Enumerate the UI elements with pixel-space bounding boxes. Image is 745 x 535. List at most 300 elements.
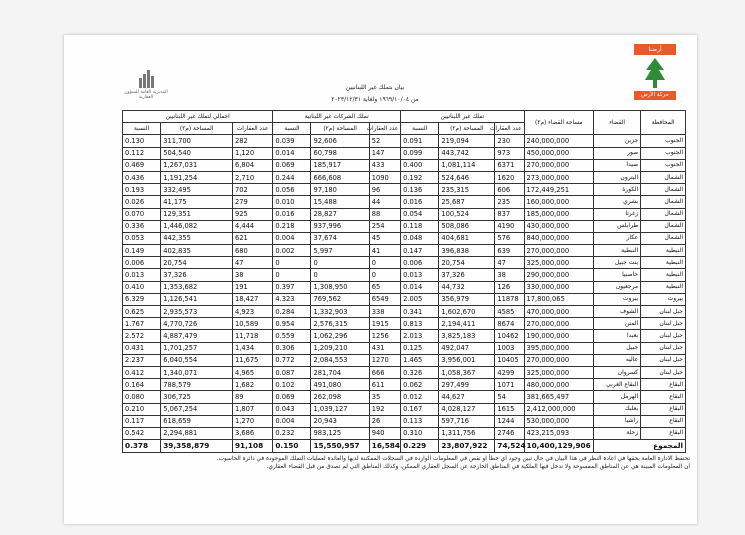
district-area-cell: 423,215,093 bbox=[524, 427, 594, 439]
individual-area-cell: 443,742 bbox=[439, 147, 495, 159]
table-row bbox=[123, 208, 686, 220]
governorate-cell: النبطية bbox=[641, 269, 686, 281]
company-ratio-cell: 0.004 bbox=[273, 232, 311, 244]
district-cell: حاصبيا bbox=[594, 269, 641, 281]
governorate-cell: الجنوب bbox=[641, 159, 686, 171]
individual-properties-cell: 8674 bbox=[495, 318, 524, 330]
total-ratio-cell: 0.412 bbox=[123, 366, 161, 378]
individual-ratio-cell: 0.014 bbox=[401, 281, 439, 293]
governorate-cell: جبل لبنان bbox=[641, 354, 686, 366]
total-ratio-cell: 2.572 bbox=[123, 330, 161, 342]
individual-area-cell: 492,047 bbox=[439, 342, 495, 354]
individual-ratio-cell: 0.167 bbox=[401, 403, 439, 415]
company-ratio-cell: 0.002 bbox=[273, 245, 311, 257]
table-row bbox=[123, 342, 686, 354]
ardna-logo bbox=[628, 44, 682, 102]
total-properties-cell: 89 bbox=[232, 391, 272, 403]
company-ratio-cell: 0.306 bbox=[273, 342, 311, 354]
individual-properties-cell: 4585 bbox=[495, 306, 524, 318]
subheader-ratio: النسبة bbox=[123, 123, 161, 135]
total-individual-properties: 74,524 bbox=[495, 440, 524, 453]
total-properties-cell: 621 bbox=[232, 232, 272, 244]
individual-properties-cell: 4190 bbox=[495, 220, 524, 232]
total-ratio-cell: 0.436 bbox=[123, 171, 161, 183]
individual-area-cell: 597,716 bbox=[439, 415, 495, 427]
individual-ratio-cell: 0.118 bbox=[401, 220, 439, 232]
individual-ratio-cell: 0.062 bbox=[401, 379, 439, 391]
company-properties-cell: 41 bbox=[369, 245, 400, 257]
company-properties-cell: 0 bbox=[369, 257, 400, 269]
individual-properties-cell: 54 bbox=[495, 391, 524, 403]
table-row bbox=[123, 354, 686, 366]
district-cell: بنت جبيل bbox=[594, 257, 641, 269]
total-ratio-cell: 0.080 bbox=[123, 391, 161, 403]
footnote: ان المعلومات المبينة هي عن المناطق الممسوحة ولا تدخل فيها الملكية في المناطق الخارجة عن السجل العقاري الممكن، وكذلك المناطق التي لم تصدق من قبل القضاء العقاري. bbox=[266, 464, 690, 470]
governorate-cell: الشمال bbox=[641, 220, 686, 232]
individual-area-cell: 37,326 bbox=[439, 269, 495, 281]
total-area-cell: 37,326 bbox=[161, 269, 233, 281]
company-area-cell: 1,039,127 bbox=[311, 403, 369, 415]
company-area-cell: 666,608 bbox=[311, 171, 369, 183]
individual-area-cell: 235,315 bbox=[439, 184, 495, 196]
district-cell: عاليه bbox=[594, 354, 641, 366]
header-foreign-individuals: تملك غير اللبنانيين bbox=[401, 111, 524, 123]
company-ratio-cell: 0.014 bbox=[273, 147, 311, 159]
governorate-cell: النبطية bbox=[641, 245, 686, 257]
subheader-properties: عدد العقارات bbox=[495, 123, 524, 135]
company-area-cell: 983,125 bbox=[311, 427, 369, 439]
district-area-cell: 273,000,000 bbox=[524, 171, 594, 183]
total-area-cell: 4,770,726 bbox=[161, 318, 233, 330]
individual-area-cell: 297,499 bbox=[439, 379, 495, 391]
individual-area-cell: 3,956,001 bbox=[439, 354, 495, 366]
district-area-cell: 325,000,000 bbox=[524, 257, 594, 269]
district-area-cell: 17,800,065 bbox=[524, 293, 594, 305]
company-area-cell: 60,798 bbox=[311, 147, 369, 159]
individual-ratio-cell: 2.013 bbox=[401, 330, 439, 342]
table-row bbox=[123, 293, 686, 305]
governorate-cell: البقاع bbox=[641, 415, 686, 427]
company-properties-cell: 666 bbox=[369, 366, 400, 378]
individual-ratio-cell: 0.013 bbox=[401, 269, 439, 281]
total-ratio-cell: 0.410 bbox=[123, 281, 161, 293]
company-ratio-cell: 0.218 bbox=[273, 220, 311, 232]
governorate-cell: الجنوب bbox=[641, 135, 686, 147]
company-properties-cell: 192 bbox=[369, 403, 400, 415]
company-area-cell: 5,997 bbox=[311, 245, 369, 257]
total-ratio-cell: 0.117 bbox=[123, 415, 161, 427]
district-area-cell: 480,000,000 bbox=[524, 379, 594, 391]
governorate-cell: الشمال bbox=[641, 232, 686, 244]
grand-total-properties: 91,108 bbox=[232, 440, 272, 453]
company-ratio-cell: 0.087 bbox=[273, 366, 311, 378]
district-cell: صور bbox=[594, 147, 641, 159]
table-row bbox=[123, 366, 686, 378]
total-area-cell: 1,446,082 bbox=[161, 220, 233, 232]
company-area-cell: 262,098 bbox=[311, 391, 369, 403]
total-properties-cell: 3,686 bbox=[232, 427, 272, 439]
page-title: بيان بتملك غير اللبنانيين bbox=[345, 84, 405, 91]
company-area-cell: 1,332,903 bbox=[311, 306, 369, 318]
total-area-cell: 1,353,682 bbox=[161, 281, 233, 293]
company-properties-cell: 35 bbox=[369, 391, 400, 403]
grand-total-ratio: 0.378 bbox=[123, 440, 161, 453]
district-cell: البقاع الغربي bbox=[594, 379, 641, 391]
table-row bbox=[123, 245, 686, 257]
individual-properties-cell: 126 bbox=[495, 281, 524, 293]
company-area-cell: 1,209,210 bbox=[311, 342, 369, 354]
total-individual-area: 23,807,922 bbox=[439, 440, 495, 453]
company-ratio-cell: 0.069 bbox=[273, 391, 311, 403]
total-properties-cell: 18,427 bbox=[232, 293, 272, 305]
district-area-cell: 381,665,497 bbox=[524, 391, 594, 403]
individual-properties-cell: 1071 bbox=[495, 379, 524, 391]
company-properties-cell: 433 bbox=[369, 159, 400, 171]
table-row bbox=[123, 306, 686, 318]
company-ratio-cell: 0.004 bbox=[273, 415, 311, 427]
total-company-area: 15,550,957 bbox=[311, 440, 369, 453]
footnote: تحتفظ الادارة العامة بحقها في اعادة النظر في هذا البيان في حال تبين وجود اي خطأ او نقص في المعلومات الواردة في السجلات الممكننة لديها والعائدة لعمليات التملك الموجودة في دائرة الحاسوب. bbox=[216, 456, 690, 462]
company-properties-cell: 431 bbox=[369, 342, 400, 354]
total-properties-cell: 282 bbox=[232, 135, 272, 147]
table-row bbox=[123, 415, 686, 427]
individual-properties-cell: 606 bbox=[495, 184, 524, 196]
governorate-cell: البقاع bbox=[641, 427, 686, 439]
individual-area-cell: 1,311,756 bbox=[439, 427, 495, 439]
district-area-cell: 190,000,000 bbox=[524, 330, 594, 342]
individual-area-cell: 2,194,411 bbox=[439, 318, 495, 330]
company-area-cell: 97,180 bbox=[311, 184, 369, 196]
company-area-cell: 15,488 bbox=[311, 196, 369, 208]
district-cell: طرابلس bbox=[594, 220, 641, 232]
ownership-table bbox=[122, 110, 686, 453]
cedar-icon bbox=[644, 58, 666, 88]
total-area-cell: 2,294,881 bbox=[161, 427, 233, 439]
total-area-cell: 1,340,071 bbox=[161, 366, 233, 378]
district-cell: جزين bbox=[594, 135, 641, 147]
total-area-cell: 129,351 bbox=[161, 208, 233, 220]
total-area-cell: 788,579 bbox=[161, 379, 233, 391]
total-area-cell: 1,267,031 bbox=[161, 159, 233, 171]
individual-ratio-cell: 0.099 bbox=[401, 147, 439, 159]
company-area-cell: 92,606 bbox=[311, 135, 369, 147]
individual-properties-cell: 2746 bbox=[495, 427, 524, 439]
total-properties-cell: 191 bbox=[232, 281, 272, 293]
company-properties-cell: 254 bbox=[369, 220, 400, 232]
company-ratio-cell: 0.244 bbox=[273, 171, 311, 183]
total-ratio-cell: 6.329 bbox=[123, 293, 161, 305]
individual-ratio-cell: 0.012 bbox=[401, 391, 439, 403]
governorate-cell: البقاع bbox=[641, 379, 686, 391]
total-label: المجموع bbox=[594, 440, 686, 453]
total-area-cell: 332,495 bbox=[161, 184, 233, 196]
individual-ratio-cell: 0.147 bbox=[401, 245, 439, 257]
company-properties-cell: 1256 bbox=[369, 330, 400, 342]
total-properties-cell: 11,675 bbox=[232, 354, 272, 366]
company-area-cell: 185,917 bbox=[311, 159, 369, 171]
company-area-cell: 937,996 bbox=[311, 220, 369, 232]
district-area-cell: 172,449,251 bbox=[524, 184, 594, 196]
district-area-cell: 290,000,000 bbox=[524, 269, 594, 281]
district-cell: الكورة bbox=[594, 184, 641, 196]
total-ratio-cell: 0.053 bbox=[123, 232, 161, 244]
company-properties-cell: 1090 bbox=[369, 171, 400, 183]
individual-area-cell: 44,627 bbox=[439, 391, 495, 403]
total-ratio-cell: 0.193 bbox=[123, 184, 161, 196]
district-cell: الشوف bbox=[594, 306, 641, 318]
company-ratio-cell: 0.043 bbox=[273, 403, 311, 415]
company-area-cell: 2,084,553 bbox=[311, 354, 369, 366]
total-area-cell: 306,725 bbox=[161, 391, 233, 403]
total-individual-ratio: 0.229 bbox=[401, 440, 439, 453]
company-properties-cell: 338 bbox=[369, 306, 400, 318]
company-area-cell: 37,674 bbox=[311, 232, 369, 244]
header-district-area: مساحة القضاء (م٢) bbox=[524, 111, 594, 135]
individual-ratio-cell: 0.113 bbox=[401, 415, 439, 427]
individual-area-cell: 1,602,670 bbox=[439, 306, 495, 318]
company-properties-cell: 611 bbox=[369, 379, 400, 391]
subheader-properties: عدد العقارات bbox=[369, 123, 400, 135]
total-ratio-cell: 0.625 bbox=[123, 306, 161, 318]
total-properties-cell: 680 bbox=[232, 245, 272, 257]
table-row bbox=[123, 171, 686, 183]
district-cell: بعلبك bbox=[594, 403, 641, 415]
individual-properties-cell: 38 bbox=[495, 269, 524, 281]
company-area-cell: 1,308,950 bbox=[311, 281, 369, 293]
individual-properties-cell: 235 bbox=[495, 196, 524, 208]
district-area-cell: 450,000,000 bbox=[524, 147, 594, 159]
individual-area-cell: 356,979 bbox=[439, 293, 495, 305]
company-ratio-cell: 0 bbox=[273, 269, 311, 281]
table-row bbox=[123, 135, 686, 147]
individual-ratio-cell: 0.091 bbox=[401, 135, 439, 147]
subheader-area: المساحة (م٢) bbox=[311, 123, 369, 135]
district-area-cell: 270,000,000 bbox=[524, 354, 594, 366]
company-area-cell: 769,562 bbox=[311, 293, 369, 305]
company-area-cell: 491,080 bbox=[311, 379, 369, 391]
total-area-cell: 311,700 bbox=[161, 135, 233, 147]
district-cell: جبيل bbox=[594, 342, 641, 354]
individual-area-cell: 44,732 bbox=[439, 281, 495, 293]
individual-ratio-cell: 0.125 bbox=[401, 342, 439, 354]
district-area-cell: 395,000,000 bbox=[524, 342, 594, 354]
district-cell: صيدا bbox=[594, 159, 641, 171]
total-ratio-cell: 0.336 bbox=[123, 220, 161, 232]
district-area-cell: 2,412,000,000 bbox=[524, 403, 594, 415]
total-properties-cell: 4,965 bbox=[232, 366, 272, 378]
district-area-cell: 530,000,000 bbox=[524, 415, 594, 427]
individual-ratio-cell: 0.016 bbox=[401, 196, 439, 208]
district-cell: الهرمل bbox=[594, 391, 641, 403]
subheader-ratio: النسبة bbox=[273, 123, 311, 135]
table-row bbox=[123, 184, 686, 196]
total-ratio-cell: 0.469 bbox=[123, 159, 161, 171]
company-properties-cell: 147 bbox=[369, 147, 400, 159]
company-ratio-cell: 0.559 bbox=[273, 330, 311, 342]
company-area-cell: 0 bbox=[311, 257, 369, 269]
company-area-cell: 1,062,296 bbox=[311, 330, 369, 342]
total-properties-cell: 279 bbox=[232, 196, 272, 208]
company-ratio-cell: 0.284 bbox=[273, 306, 311, 318]
table-row bbox=[123, 427, 686, 439]
individual-properties-cell: 47 bbox=[495, 257, 524, 269]
company-ratio-cell: 0.056 bbox=[273, 184, 311, 196]
individual-ratio-cell: 0.326 bbox=[401, 366, 439, 378]
company-properties-cell: 52 bbox=[369, 135, 400, 147]
governorate-cell: جبل لبنان bbox=[641, 330, 686, 342]
table-row bbox=[123, 269, 686, 281]
governorate-cell: البقاع bbox=[641, 403, 686, 415]
individual-properties-cell: 4299 bbox=[495, 366, 524, 378]
total-ratio-cell: 0.542 bbox=[123, 427, 161, 439]
company-area-cell: 281,704 bbox=[311, 366, 369, 378]
table-row bbox=[123, 318, 686, 330]
individual-area-cell: 3,825,183 bbox=[439, 330, 495, 342]
individual-area-cell: 508,086 bbox=[439, 220, 495, 232]
building-icon bbox=[139, 70, 155, 88]
total-area-cell: 4,887,479 bbox=[161, 330, 233, 342]
total-area-cell: 5,067,254 bbox=[161, 403, 233, 415]
company-ratio-cell: 0.954 bbox=[273, 318, 311, 330]
total-ratio-cell: 0.112 bbox=[123, 147, 161, 159]
individual-properties-cell: 1620 bbox=[495, 171, 524, 183]
subheader-ratio: النسبة bbox=[401, 123, 439, 135]
district-cell: مرجعيون bbox=[594, 281, 641, 293]
company-properties-cell: 0 bbox=[369, 269, 400, 281]
total-company-properties: 16,584 bbox=[369, 440, 400, 453]
governorate-cell: الشمال bbox=[641, 208, 686, 220]
company-ratio-cell: 0 bbox=[273, 257, 311, 269]
company-ratio-cell: 0.397 bbox=[273, 281, 311, 293]
total-properties-cell: 1,682 bbox=[232, 379, 272, 391]
individual-properties-cell: 1615 bbox=[495, 403, 524, 415]
company-ratio-cell: 0.039 bbox=[273, 135, 311, 147]
total-area-cell: 1,191,254 bbox=[161, 171, 233, 183]
company-ratio-cell: 4.323 bbox=[273, 293, 311, 305]
individual-area-cell: 20,754 bbox=[439, 257, 495, 269]
table-row bbox=[123, 147, 686, 159]
footnotes bbox=[66, 455, 690, 471]
total-ratio-cell: 0.006 bbox=[123, 257, 161, 269]
district-area-cell: 240,000,000 bbox=[524, 135, 594, 147]
total-area-cell: 2,935,573 bbox=[161, 306, 233, 318]
district-area-cell: 270,000,000 bbox=[524, 318, 594, 330]
total-ratio-cell: 1.767 bbox=[123, 318, 161, 330]
table-row bbox=[123, 257, 686, 269]
district-cell: البترون bbox=[594, 171, 641, 183]
total-area-cell: 41,175 bbox=[161, 196, 233, 208]
individual-properties-cell: 639 bbox=[495, 245, 524, 257]
individual-ratio-cell: 0.813 bbox=[401, 318, 439, 330]
individual-ratio-cell: 0.192 bbox=[401, 171, 439, 183]
company-properties-cell: 88 bbox=[369, 208, 400, 220]
company-ratio-cell: 0.010 bbox=[273, 196, 311, 208]
individual-area-cell: 1,058,367 bbox=[439, 366, 495, 378]
total-properties-cell: 1,807 bbox=[232, 403, 272, 415]
company-properties-cell: 44 bbox=[369, 196, 400, 208]
total-properties-cell: 4,923 bbox=[232, 306, 272, 318]
table-body bbox=[123, 135, 686, 440]
district-area-cell: 325,000,000 bbox=[524, 366, 594, 378]
governorate-cell: الشمال bbox=[641, 184, 686, 196]
total-ratio-cell: 0.210 bbox=[123, 403, 161, 415]
district-cell: راشيا bbox=[594, 415, 641, 427]
company-area-cell: 0 bbox=[311, 269, 369, 281]
total-properties-cell: 6,804 bbox=[232, 159, 272, 171]
company-area-cell: 28,827 bbox=[311, 208, 369, 220]
district-cell: المتن bbox=[594, 318, 641, 330]
table-row bbox=[123, 379, 686, 391]
individual-area-cell: 396,838 bbox=[439, 245, 495, 257]
individual-ratio-cell: 0.054 bbox=[401, 208, 439, 220]
total-properties-cell: 925 bbox=[232, 208, 272, 220]
individual-ratio-cell: 2.005 bbox=[401, 293, 439, 305]
governorate-cell: البقاع bbox=[641, 391, 686, 403]
district-area-cell: 840,000,000 bbox=[524, 232, 594, 244]
company-properties-cell: 1915 bbox=[369, 318, 400, 330]
total-area-cell: 504,540 bbox=[161, 147, 233, 159]
individual-area-cell: 404,681 bbox=[439, 232, 495, 244]
total-ratio-cell: 0.431 bbox=[123, 342, 161, 354]
individual-area-cell: 524,646 bbox=[439, 171, 495, 183]
total-properties-cell: 1,270 bbox=[232, 415, 272, 427]
individual-ratio-cell: 0.048 bbox=[401, 232, 439, 244]
total-ratio-cell: 0.149 bbox=[123, 245, 161, 257]
company-properties-cell: 96 bbox=[369, 184, 400, 196]
header-foreign-companies: تملك الشركات غير اللبنانية bbox=[273, 111, 401, 123]
district-cell: زحلة bbox=[594, 427, 641, 439]
header-governorate: المحافظة bbox=[641, 111, 686, 135]
table-row bbox=[123, 220, 686, 232]
company-properties-cell: 45 bbox=[369, 232, 400, 244]
district-area-cell: 270,000,000 bbox=[524, 245, 594, 257]
district-cell: عكار bbox=[594, 232, 641, 244]
total-ratio-cell: 0.013 bbox=[123, 269, 161, 281]
individual-properties-cell: 230 bbox=[495, 135, 524, 147]
individual-properties-cell: 10462 bbox=[495, 330, 524, 342]
district-cell: بيروت bbox=[594, 293, 641, 305]
governorate-cell: الشمال bbox=[641, 196, 686, 208]
individual-properties-cell: 837 bbox=[495, 208, 524, 220]
subheader-area: المساحة (م٢) bbox=[161, 123, 233, 135]
total-properties-cell: 11,718 bbox=[232, 330, 272, 342]
total-properties-cell: 38 bbox=[232, 269, 272, 281]
table-row bbox=[123, 232, 686, 244]
individual-properties-cell: 10405 bbox=[495, 354, 524, 366]
company-properties-cell: 6549 bbox=[369, 293, 400, 305]
company-area-cell: 2,576,315 bbox=[311, 318, 369, 330]
district-area-cell: 430,000,000 bbox=[524, 220, 594, 232]
table-row bbox=[123, 281, 686, 293]
total-area-cell: 618,659 bbox=[161, 415, 233, 427]
company-ratio-cell: 0.069 bbox=[273, 159, 311, 171]
total-ratio-cell: 0.070 bbox=[123, 208, 161, 220]
governorate-cell: جبل لبنان bbox=[641, 318, 686, 330]
table-row bbox=[123, 196, 686, 208]
total-area: 10,400,129,906 bbox=[524, 440, 594, 453]
directorate-logo bbox=[121, 70, 171, 104]
directorate-logo-text: المديرية العامة للشؤون العقارية bbox=[124, 90, 168, 100]
district-cell: زغرتا bbox=[594, 208, 641, 220]
page-subtitle: من ١٩٦٩/١٠/٠٤ ولغاية ٢٠٢٣/١٢/٣١ bbox=[331, 96, 419, 103]
table-row bbox=[123, 330, 686, 342]
ardna-logo-tagline: حركة الأرض bbox=[634, 91, 676, 100]
individual-properties-cell: 1244 bbox=[495, 415, 524, 427]
grand-total-area: 39,358,879 bbox=[161, 440, 233, 453]
governorate-cell: جبل لبنان bbox=[641, 306, 686, 318]
individual-ratio-cell: 1.465 bbox=[401, 354, 439, 366]
company-ratio-cell: 0.016 bbox=[273, 208, 311, 220]
